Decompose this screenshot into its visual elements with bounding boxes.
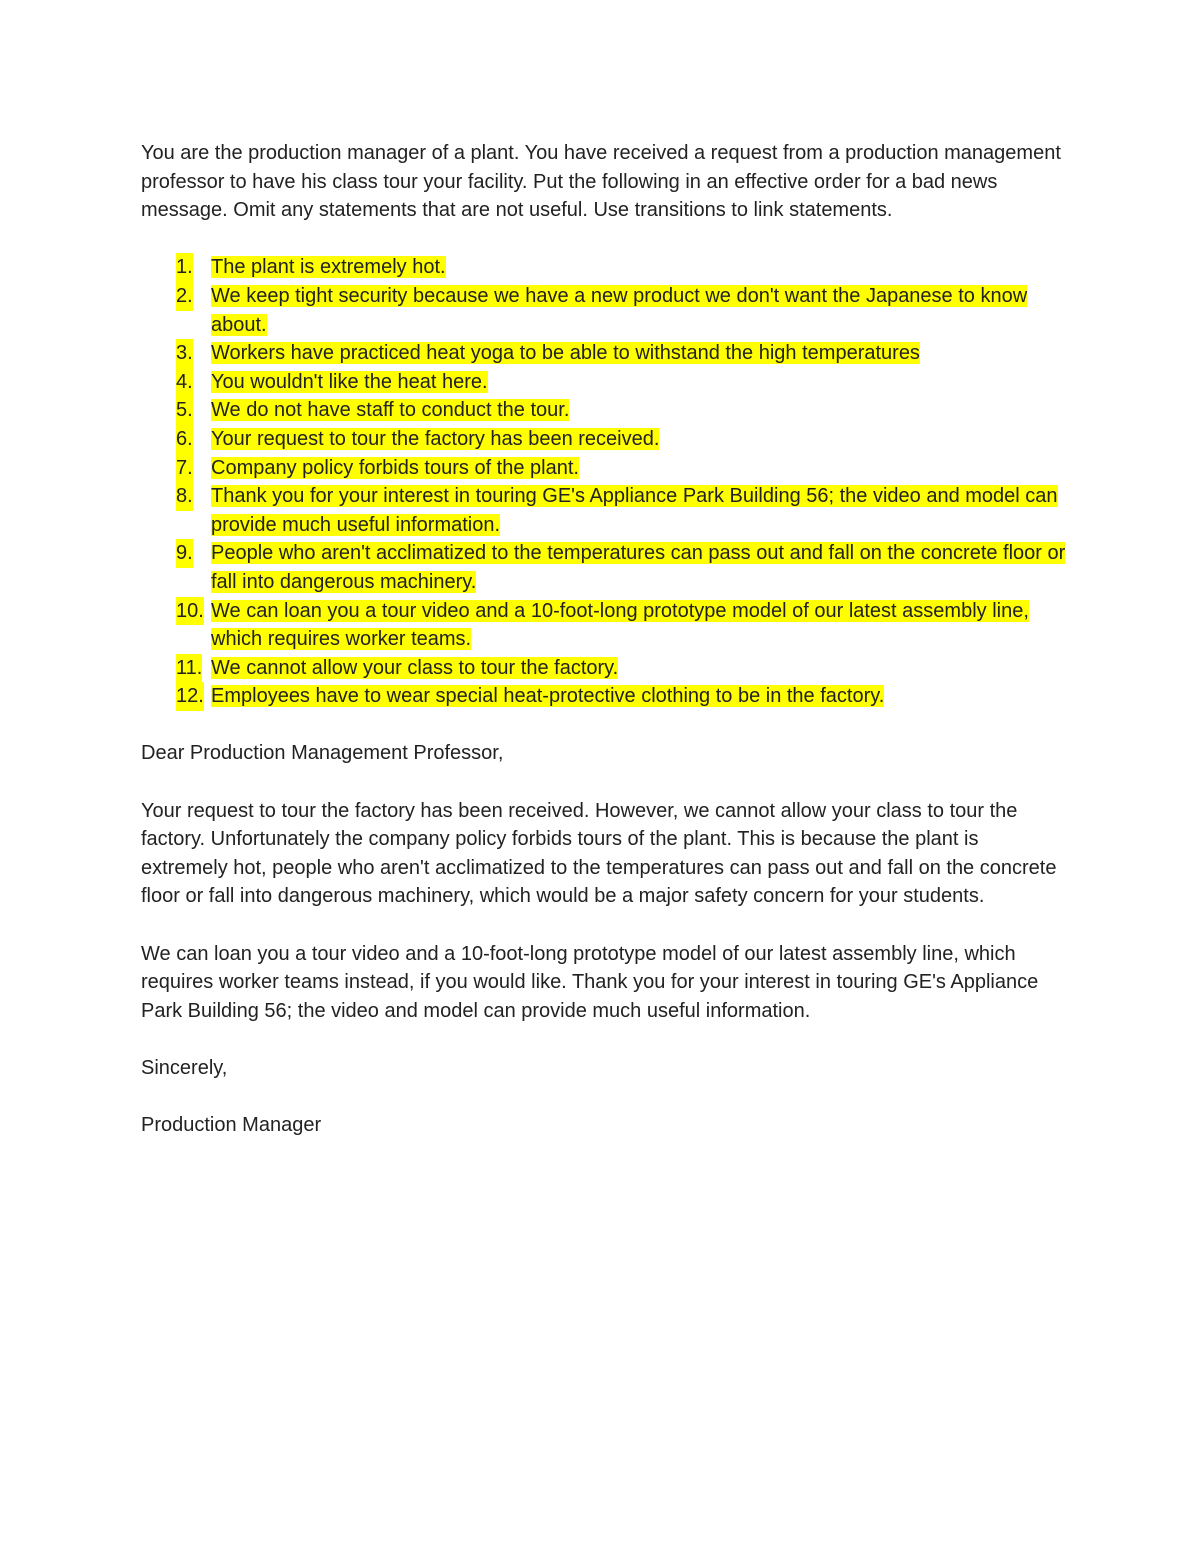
list-item-number: 6.	[176, 425, 193, 454]
list-item-number: 3.	[176, 339, 193, 368]
list-item	[141, 539, 1066, 596]
list-item	[141, 425, 1066, 454]
list-item	[141, 282, 1066, 339]
letter-closing: Sincerely,	[141, 1057, 228, 1079]
list-item-text: Thank you for your interest in touring GE's Appliance Park Building 56; the video and model can provide much useful information.	[211, 485, 1058, 536]
list-item	[141, 682, 1066, 711]
list-item-number: 11.	[176, 654, 202, 683]
letter-paragraph: We can loan you a tour video and a 10-foot-long prototype model of our latest assembly line, which requires worker teams instead, if you would like. Thank you for your interest in touring GE's Appliance Park Building 56; the video and model can provide much useful information.	[141, 942, 1039, 1022]
list-item	[141, 339, 1066, 368]
letter-salutation: Dear Production Management Professor,	[141, 742, 504, 765]
document-page	[141, 139, 1066, 1140]
list-item-text: Employees have to wear special heat-protective clothing to be in the factory.	[211, 685, 885, 708]
list-item-text: Company policy forbids tours of the plant.	[211, 456, 579, 479]
statement-list	[141, 253, 1066, 711]
list-item-number: 7.	[176, 454, 193, 483]
list-item-text: Workers have practiced heat yoga to be able to withstand the high temperatures	[211, 342, 920, 365]
list-item-text: People who aren't acclimatized to the temperatures can pass out and fall on the concrete floor or fall into dangerous machinery.	[211, 542, 1066, 593]
list-item-number: 12.	[176, 682, 204, 711]
list-item-text: We do not have staff to conduct the tour.	[211, 399, 570, 422]
list-item-number: 10.	[176, 597, 204, 626]
list-item-text: We cannot allow your class to tour the factory.	[211, 656, 619, 679]
list-item-number: 4.	[176, 368, 193, 397]
list-item-number: 5.	[176, 396, 193, 425]
letter-paragraph: Your request to tour the factory has been received. However, we cannot allow your class to tour the factory. Unfortunately the company policy forbids tours of the plant. This is because the plant is extremely hot, people who aren't acclimatized to the temperatures can pass out and fall on the concrete floor or fall into dangerous machinery, which would be a major safety concern for your students.	[141, 799, 1057, 908]
list-item	[141, 253, 1066, 282]
list-item-text: The plant is extremely hot.	[211, 256, 446, 279]
list-item	[141, 396, 1066, 425]
list-item-number: 8.	[176, 482, 193, 511]
list-item	[141, 368, 1066, 397]
list-item	[141, 597, 1066, 654]
list-item-text: We keep tight security because we have a new product we don't want the Japanese to know about.	[211, 284, 1028, 336]
list-item-text: Your request to tour the factory has been received.	[211, 427, 660, 450]
letter-signature: Production Manager	[141, 1114, 322, 1137]
list-item-number: 1.	[176, 253, 193, 282]
list-item-number: 9.	[176, 539, 193, 568]
list-item-number: 2.	[176, 282, 193, 311]
list-item-text: We can loan you a tour video and a 10-foot-long prototype model of our latest assembly line, which requires worker teams.	[211, 599, 1029, 651]
list-item-text: You wouldn't like the heat here.	[211, 370, 488, 393]
list-item	[141, 454, 1066, 483]
list-item	[141, 654, 1066, 683]
list-item	[141, 482, 1066, 539]
intro-paragraph: You are the production manager of a plant. You have received a request from a production management professor to have his class tour your facility. Put the following in an effective order for a bad news message. Omit any statements that are not useful. Use transitions to link statements.	[141, 142, 1061, 222]
